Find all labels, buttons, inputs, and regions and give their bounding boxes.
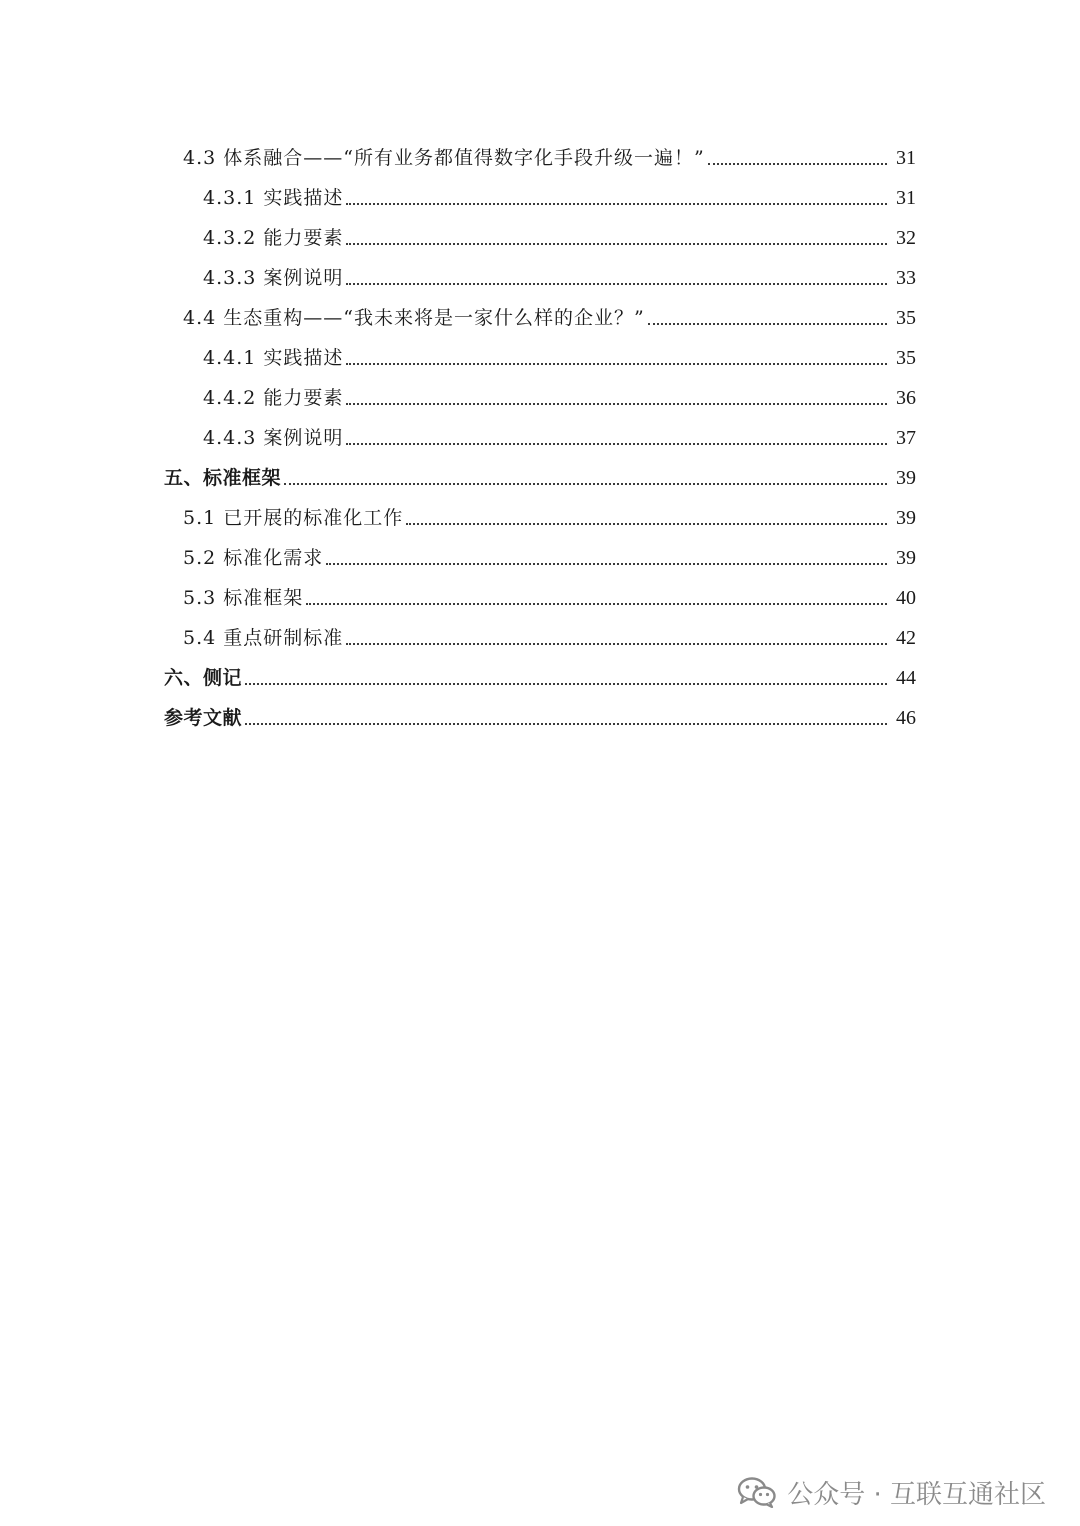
toc-entry-5-4[interactable]	[0, 620, 1080, 650]
toc-entry-label: 4.4 生态重构——“我未来将是一家什么样的企业？”	[183, 307, 645, 329]
dot-leader	[346, 242, 887, 245]
toc-entry-4-3-2[interactable]	[0, 220, 1080, 250]
toc-page-number: 39	[896, 467, 916, 489]
toc-page-number: 32	[896, 227, 916, 249]
table-of-contents	[0, 0, 1080, 760]
toc-entry-label: 六、侧记	[164, 667, 243, 689]
dot-leader	[245, 722, 887, 725]
watermark-text: 公众号 · 互联互通社区	[787, 1479, 1046, 1510]
toc-entry-chapter-6[interactable]	[0, 660, 1080, 690]
toc-entry-4-4-1[interactable]	[0, 340, 1080, 370]
toc-page-number: 35	[896, 347, 916, 369]
dot-leader	[346, 362, 887, 365]
toc-page-number: 39	[896, 507, 916, 529]
toc-entry-chapter-5[interactable]	[0, 460, 1080, 490]
toc-entry-label: 4.3.2 能力要素	[203, 227, 344, 249]
toc-entry-label: 4.3.1 实践描述	[203, 187, 344, 209]
dot-leader	[284, 482, 887, 485]
toc-entry-label: 4.3 体系融合——“所有业务都值得数字化手段升级一遍！”	[183, 147, 705, 169]
dot-leader	[346, 202, 887, 205]
dot-leader	[245, 682, 887, 685]
toc-page-number: 42	[896, 627, 916, 649]
toc-page-number: 33	[896, 267, 916, 289]
toc-entry-4-3-3[interactable]	[0, 260, 1080, 290]
dot-leader	[346, 442, 887, 445]
toc-page-number: 40	[896, 587, 916, 609]
toc-page-number: 39	[896, 547, 916, 569]
toc-page-number: 44	[896, 667, 916, 689]
dot-leader	[406, 522, 887, 525]
toc-entry-label: 五、标准框架	[164, 467, 282, 489]
dot-leader	[326, 562, 887, 565]
dot-leader	[346, 642, 887, 645]
toc-entry-5-2[interactable]	[0, 540, 1080, 570]
toc-entry-label: 4.3.3 案例说明	[203, 267, 344, 289]
wechat-watermark	[737, 1472, 1046, 1512]
dot-leader	[648, 322, 887, 325]
toc-entry-label: 5.2 标准化需求	[183, 547, 324, 569]
toc-entry-4-3[interactable]	[0, 140, 1080, 170]
dot-leader	[708, 162, 887, 165]
toc-entry-5-3[interactable]	[0, 580, 1080, 610]
toc-entry-4-4-2[interactable]	[0, 380, 1080, 410]
dot-leader	[306, 602, 887, 605]
toc-page-number: 31	[896, 187, 916, 209]
toc-entry-label: 参考文献	[164, 707, 243, 729]
toc-entry-label: 4.4.3 案例说明	[203, 427, 344, 449]
toc-entry-4-4-3[interactable]	[0, 420, 1080, 450]
toc-entry-5-1[interactable]	[0, 500, 1080, 530]
toc-entry-label: 4.4.2 能力要素	[203, 387, 344, 409]
toc-entry-label: 4.4.1 实践描述	[203, 347, 344, 369]
dot-leader	[346, 282, 887, 285]
toc-entry-4-3-1[interactable]	[0, 180, 1080, 210]
dot-leader	[346, 402, 887, 405]
toc-entry-4-4[interactable]	[0, 300, 1080, 330]
toc-entry-label: 5.4 重点研制标准	[183, 627, 344, 649]
toc-page-number: 31	[896, 147, 916, 169]
toc-page-number: 46	[896, 707, 916, 729]
toc-entry-label: 5.3 标准框架	[183, 587, 304, 609]
toc-page-number: 36	[896, 387, 916, 409]
toc-entry-label: 5.1 已开展的标准化工作	[183, 507, 404, 529]
toc-entry-references[interactable]	[0, 700, 1080, 730]
toc-page-number: 37	[896, 427, 916, 449]
toc-page-number: 35	[896, 307, 916, 329]
wechat-icon	[737, 1476, 777, 1508]
